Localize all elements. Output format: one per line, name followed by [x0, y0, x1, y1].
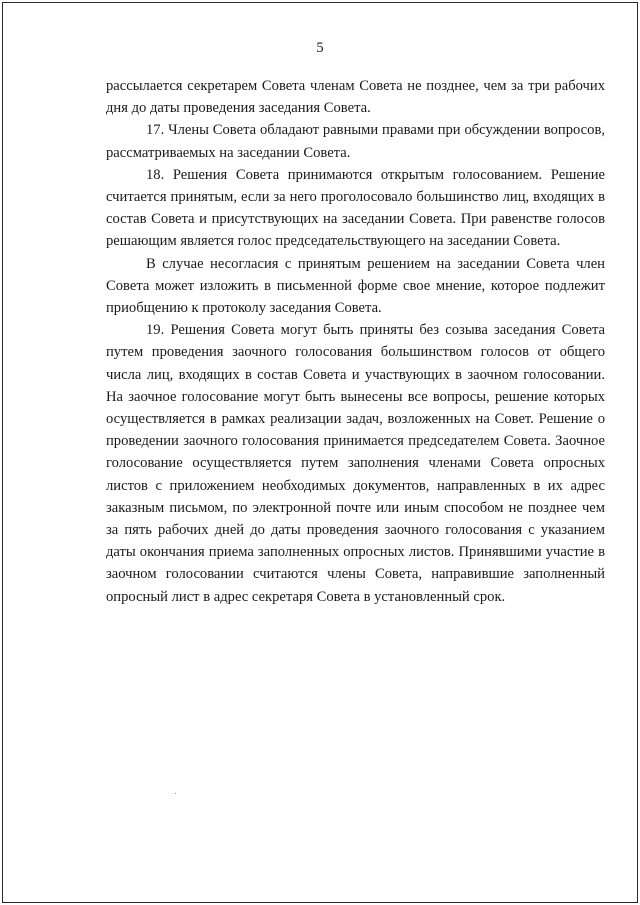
document-body	[106, 75, 605, 608]
paragraph-continuation: рассылается секретарем Совета членам Совета не позднее, чем за три рабочих дня до даты проведения заседания Совета.	[106, 78, 605, 117]
paragraph-item-19: 19. Решения Совета могут быть приняты без созыва заседания Совета путем проведения заочного голосования большинством голосов от общего числа лиц, входящих в состав Совета и участвующих в заочном голосовании. На заочное голосование могут быть вынесены все вопросы, решение которых осуществляется в рамках реализации задач, возложенных на Совет. Решение о проведении заочного голосования принимается председателем Совета. Заочное голосование осуществляется путем заполнения членами Совета опросных листов с приложением необходимых документов, направленных в их адрес заказным письмом, по электронной почте или иным способом не позднее чем за пять рабочих дней до даты проведения заочного голосования с указанием даты окончания приема заполненных опросных листов. Принявшими участие в заочном голосовании считаются члены Совета, направившие заполненный опросный лист в адрес секретаря Совета в установленный срок.	[106, 322, 605, 605]
paragraph-item-17: 17. Члены Совета обладают равными правами при обсуждении вопросов, рассматриваемых на заседании Совета.	[106, 122, 605, 161]
paragraph-item-18-dissent: В случае несогласия с принятым решением на заседании Совета член Совета может изложить в письменной форме свое мнение, которое подлежит приобщению к протоколу заседания Совета.	[106, 255, 605, 317]
scan-speck	[175, 793, 176, 794]
paragraph-item-18: 18. Решения Совета принимаются открытым голосованием. Решение считается принятым, если за него проголосовало большинство лиц, входящих в состав Совета и присутствующих на заседании Совета. При равенстве голосов решающим является голос председательствующего на заседании Совета.	[106, 166, 605, 250]
page-number: 5	[316, 40, 324, 56]
